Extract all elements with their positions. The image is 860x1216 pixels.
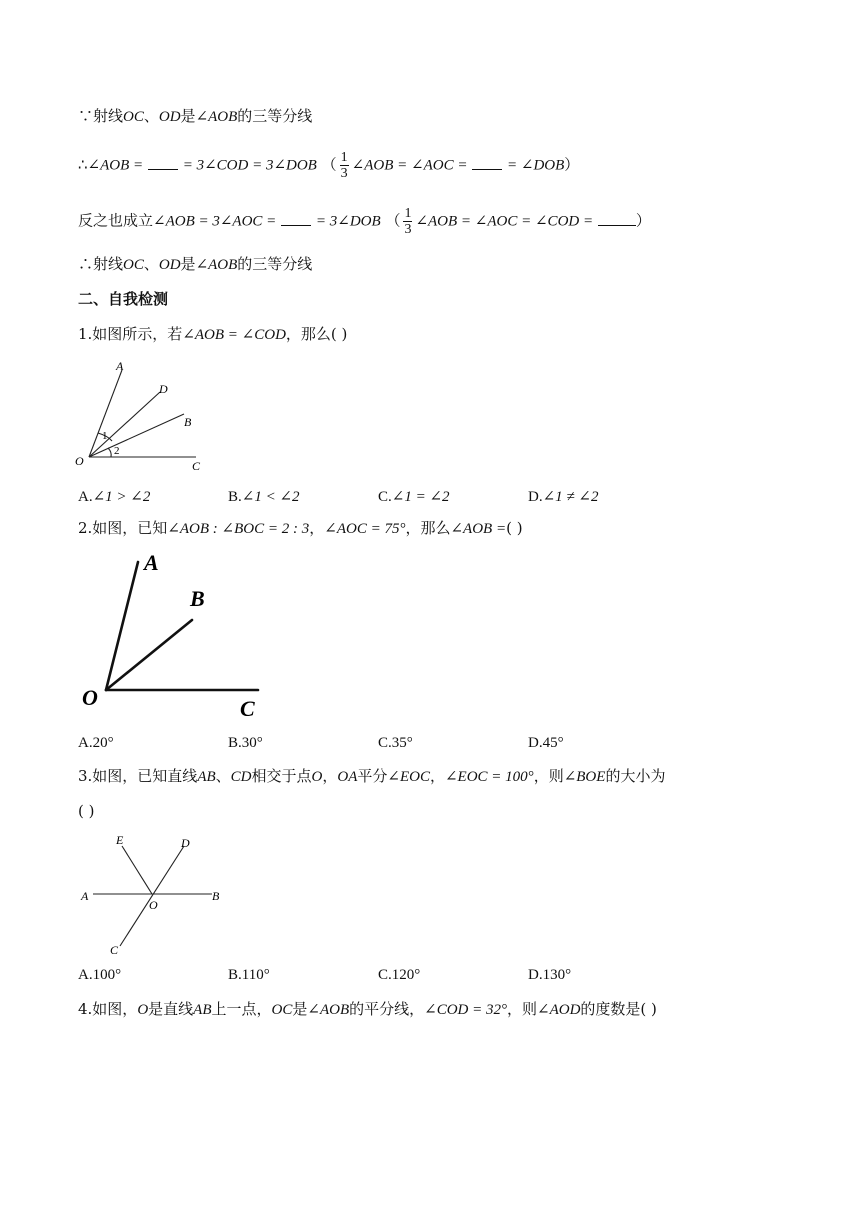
fraction: $\frac{1}{3}$ [404,206,412,237]
question-1-figure [74,356,214,476]
fraction: $\frac{1}{3}$ [340,150,348,181]
answer-blank[interactable] [598,211,636,226]
label-o: O [82,685,98,710]
label-e: E [116,833,124,847]
label-b: B [190,586,205,611]
label-o: O [75,454,84,468]
question-3-stem-cont: ( ) [78,802,95,820]
q1-option-a[interactable]: A.∠1 > ∠2 [78,489,151,505]
intro-line-3: 反之也成立∠AOB = 3∠AOC = = 3∠DOB （ $\frac{1}{3}$ ∠AOB = ∠AOC = ∠COD = ） [78,206,651,237]
label-angle-1: 1 [102,430,108,442]
q3-option-d[interactable]: D.130° [528,967,572,983]
label-a: A [116,359,124,373]
q2-option-b[interactable]: B.30° [228,735,263,751]
label-d: D [181,836,190,850]
q1-option-d[interactable]: D.∠1 ≠ ∠2 [528,489,599,505]
line-cd [120,846,184,946]
ray-od [89,392,160,457]
question-3-stem: 3.如图，已知直线AB、CD相交于点O，OA平分∠EOC，∠EOC = 100°，则∠BOE的大小为 [78,767,666,785]
label-c: C [240,696,255,721]
question-4-stem: 4.如图，O是直线AB上一点，OC是∠AOB的平分线，∠COD = 32°，则∠AOD的度数是( ) [78,1000,657,1018]
label-b: B [184,415,192,429]
label-a: A [144,550,159,575]
q3-option-c[interactable]: C.120° [378,967,421,983]
question-2-stem: 2.如图，已知∠AOB : ∠BOC = 2 : 3，∠AOC = 75°，那么∠AOB =( ) [78,519,523,537]
label-b: B [212,889,220,903]
q2-option-d[interactable]: D.45° [528,735,564,751]
label-c: C [110,943,119,957]
angle-2-arc [108,448,111,457]
answer-blank[interactable] [148,155,178,170]
question-3-figure [76,830,236,960]
ray-oe [122,846,152,894]
q2-option-c[interactable]: C.35° [378,735,413,751]
answer-blank[interactable] [281,211,311,226]
label-c: C [192,459,201,473]
answer-blank[interactable] [472,155,502,170]
section-heading: 二、自我检测 [78,291,169,308]
q1-option-c[interactable]: C.∠1 = ∠2 [378,489,450,505]
label-o: O [149,898,158,912]
ray-oa [106,562,138,690]
intro-line-2: ∴∠AOB = = 3∠COD = 3∠DOB （ $\frac{1}{3}$ ∠AOB = ∠AOC = = ∠DOB） [78,150,580,181]
intro-line-1: ∵射线OC、OD是∠AOB的三等分线 [78,107,313,125]
label-d: D [159,382,168,396]
q2-option-a[interactable]: A.20° [78,735,114,751]
q1-option-b[interactable]: B.∠1 < ∠2 [228,489,300,505]
q3-option-a[interactable]: A.100° [78,967,122,983]
ray-ob [106,620,192,690]
intro-line-4: ∴射线OC、OD是∠AOB的三等分线 [78,255,313,273]
label-angle-2: 2 [114,445,120,457]
question-1-stem: 1.如图所示，若∠AOB = ∠COD，那么( ) [78,325,348,343]
q3-option-b[interactable]: B.110° [228,967,270,983]
question-2-figure [80,550,270,722]
label-a: A [81,889,89,903]
